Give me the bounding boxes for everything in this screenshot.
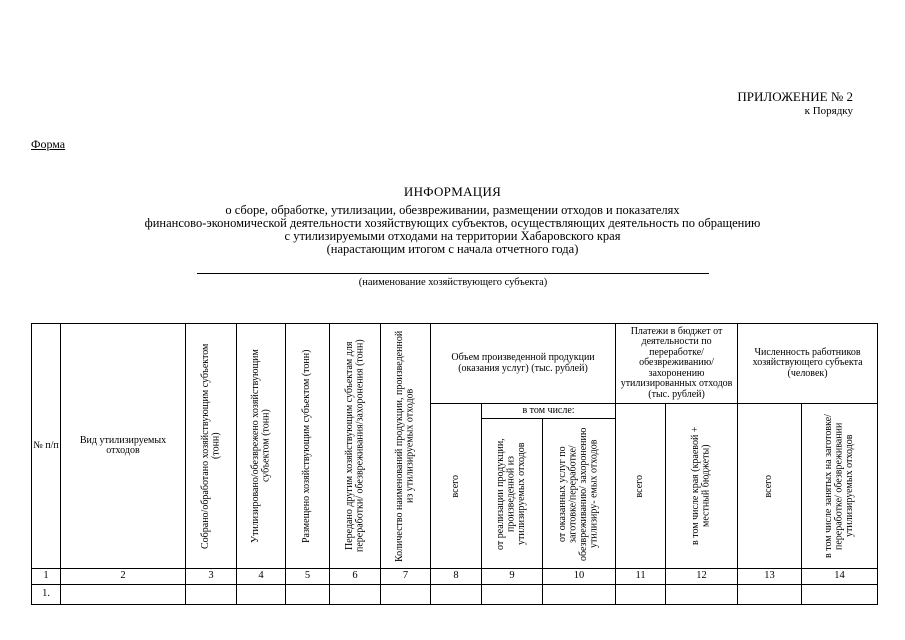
subject-name-caption: (наименование хозяйствующего субъекта) [358,277,548,288]
header-payments-group: Платежи в бюджет от деятельности по переработке/ обезвреживанию/ захоронению утилизированных отходов (тыс. рублей) [616,324,738,404]
transferred-cell[interactable] [330,585,381,605]
staff-total-cell[interactable] [738,585,802,605]
header-placed: Размещено хозяйствующим субъектом (тонн) [286,324,330,569]
services-revenue-cell[interactable] [543,585,616,605]
column-number: 4 [237,569,286,585]
document-title: ИНФОРМАЦИЯ [403,184,502,199]
header-waste-type: Вид утилизируемых отходов [61,324,186,569]
header-utilized: Утилизировано/обезврежено хозяйствующим субъектом (тонн) [237,324,286,569]
subject-name-field[interactable] [197,273,709,288]
sales-revenue-cell[interactable] [482,585,543,605]
header-row-number: № п/п [32,324,61,569]
appendix-subtitle: к Порядку [804,105,853,117]
heading-line-2: финансово-экономической деятельности хозяйствующих субъектов, осуществляющих деятельность по обращению [144,216,761,230]
column-number: 8 [431,569,482,585]
volume-total-cell[interactable] [431,585,482,605]
header-staff-total: всего [738,404,802,569]
document-heading [40,185,865,256]
column-number: 2 [61,569,186,585]
product-count-cell[interactable] [381,585,431,605]
waste-type-cell[interactable] [61,585,186,605]
column-numbers-row [32,569,878,585]
heading-line-3: с утилизируемыми отходами на территории Хабаровского края [284,229,621,243]
header-volume-group: Объем произведенной продукции (оказания услуг) (тыс. рублей) [431,324,616,404]
staff-waste-cell[interactable] [802,585,878,605]
header-sales-revenue: от реализации продукции, произведенной из утилизируемых отходов [482,419,543,569]
header-payments-region: в том числе края (краевой + местный бюджеты) [666,404,738,569]
column-number: 1 [32,569,61,585]
column-number: 3 [186,569,237,585]
header-payments-total: всего [616,404,666,569]
payments-total-cell[interactable] [616,585,666,605]
column-number: 6 [330,569,381,585]
header-transferred: Передано другим хозяйствующим субъектам для переработки/ обезвреживания/захоронения (тонн) [330,324,381,569]
header-staff-group: Численность работников хозяйствующего субъекта (человек) [738,324,878,404]
column-number: 12 [666,569,738,585]
header-volume-total: всего [431,404,482,569]
column-number: 13 [738,569,802,585]
form-label: Форма [31,137,66,151]
placed-cell[interactable] [286,585,330,605]
column-number: 11 [616,569,666,585]
report-table [31,323,878,605]
heading-line-4: (нарастающим итогом с начала отчетного года) [326,242,579,256]
collected-cell[interactable] [186,585,237,605]
header-product-count: Количество наименований продукции, произведенной из утилизируемых отходов [381,324,431,569]
column-number: 5 [286,569,330,585]
column-number: 7 [381,569,431,585]
appendix-header [737,90,853,118]
row-number-cell: 1. [32,585,61,605]
utilized-cell[interactable] [237,585,286,605]
payments-region-cell[interactable] [666,585,738,605]
header-including: в том числе: [482,404,616,419]
header-collected: Собрано/обработано хозяйствующим субъектом (тонн) [186,324,237,569]
header-services-revenue: от оказанных услуг по заготовке/переработке/ обезвреживанию/ захоронению утилизиру- емых отходов [543,419,616,569]
table-row [32,585,878,605]
column-number: 9 [482,569,543,585]
appendix-title: ПРИЛОЖЕНИЕ № 2 [737,89,853,104]
header-staff-waste: в том числе занятых на заготовке/ переработке/ обезвреживании утилизируемых отходов [802,404,878,569]
heading-line-1: о сборе, обработке, утилизации, обезвреживании, размещении отходов и показателях [225,203,680,217]
column-number: 10 [543,569,616,585]
column-number: 14 [802,569,878,585]
